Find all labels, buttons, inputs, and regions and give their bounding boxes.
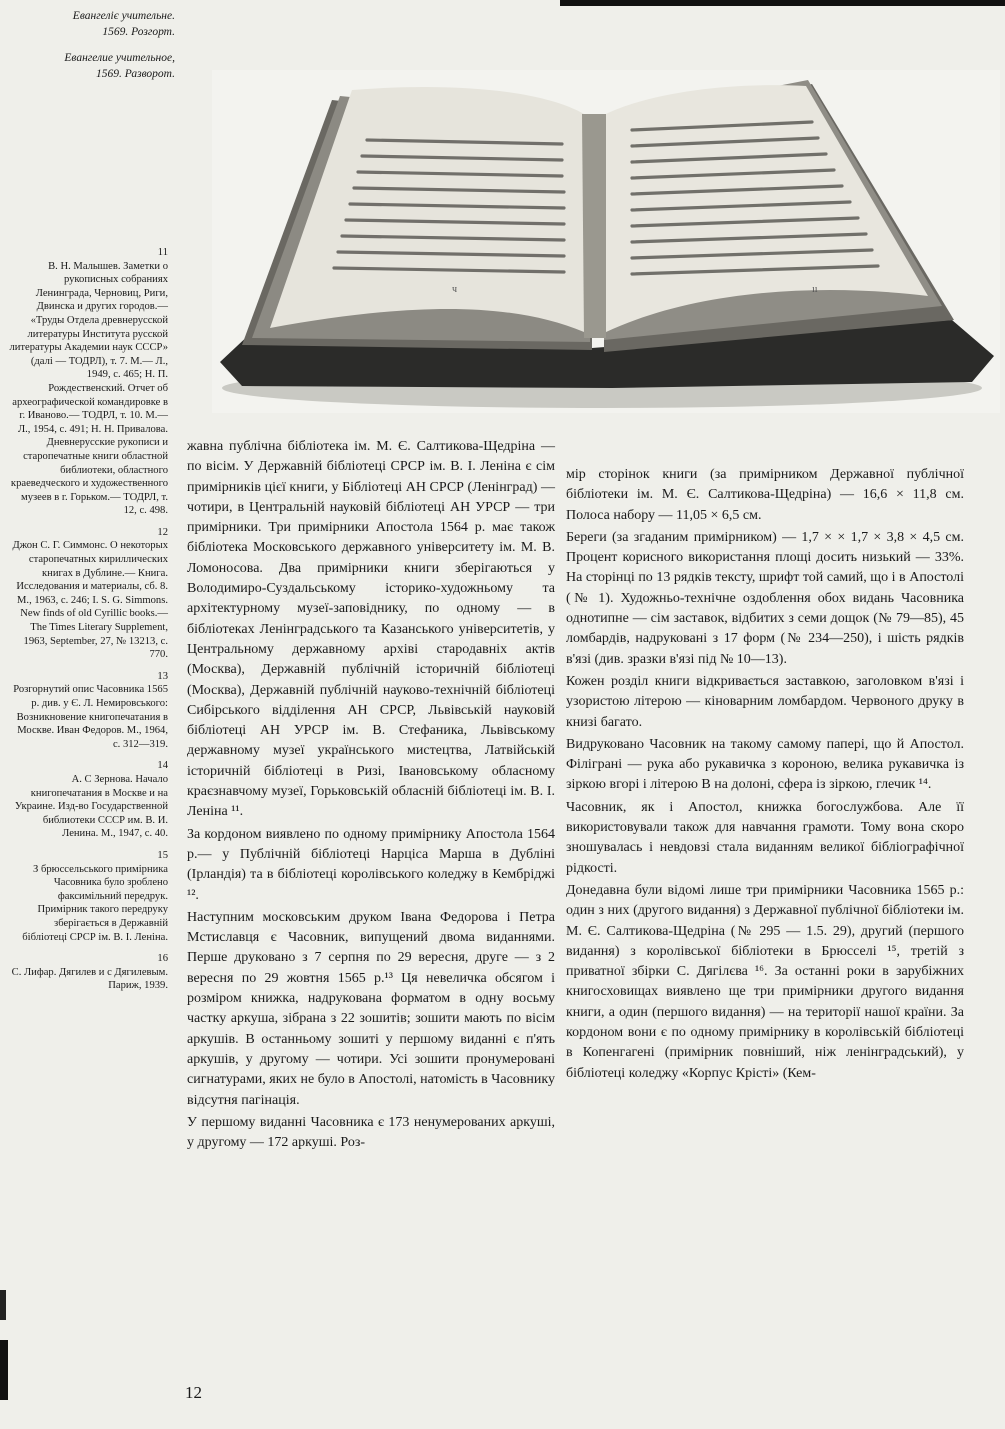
footnote-text: З брюссельського примірника Часовника було зроблено факсимільний передрук. Примірник такого передруку зберігається в Державній бібліотеці СРСР ім. В. І. Леніна. [22,863,168,943]
main-text-column-middle [187,437,555,1153]
paragraph: жавна публічна бібліотека ім. М. Є. Салтикова-Щедріна — по вісім. У Державній бібліотеці СРСР ім. В. І. Леніна є сім примірників цієї книги, у Бібліотеці АН СРСР (Ленінград) — чотири, в Центральній науковій бібліотеці АН УРСР — три примірники. Три примірники Апостола 1564 р. має також бібліотека Московського державного університету ім. М. В. Ломоносова. Два примірники книги зберігаються у Володимиро-Суздальському історико-художньому та архітектурному музеї-заповіднику, по одному — в бібліотеках Ленінградського та Казанського університетів, у Центральному державному архіві стародавніх актів (Москва), Державній публічній історичній бібліотеці (Москва), Державній публічній науково-технічній бібліотеці Сибірського відділення АН СРСР, Львівській науковій бібліотеці АН УРСР ім. В. Стефаника, Львівському державному музеї українського мистецтва, Латвійській історичній бібліотеці в Ризі, Івановському обласному краєзнавчому музеї, Горьковській обласній бібліотеці ім. В. І. Леніна ¹¹. [187,439,555,820]
footnotes-column [8,246,168,1001]
book-photo [212,70,1000,413]
footnote-text: Розгорнутий опис Часовника 1565 р. див. у Є. Л. Немировського: Возникновение книгопечатания в Москве. Иван Федоров. М., 1964, с. 312—319. [13,684,168,750]
page-number: 12 [185,1383,202,1402]
left-page-mark: ч [452,284,458,295]
footnote [8,759,168,841]
footnote [8,849,168,944]
footnote [8,670,168,752]
caption-line: Евангеліє учительне. [72,10,175,22]
top-edge-bar [560,0,1005,6]
left-edge-bar [0,1340,8,1400]
footnote-text: Джон С. Г. Симмонс. О некоторых старопечатных кириллических книгах в Дублине.— Книга. Исследования и материалы, сб. 8. М., 1963, с. 246; I. S. G. Simmons. New finds of old Cyrillic books.— The Times Literary Supplement, 1963, September, 27, № 13213, с. 770. [12,540,168,661]
left-edge-mark [0,1290,6,1320]
footnote [8,952,168,993]
paragraph: Видруковано Часовник на такому самому папері, що й Апостол. Філіграні — рука або рукавичка з короною, велика рукавичка із зіркою вгорі і літерою В на долоні, сфера із зіркою, глечик ¹⁴. [566,736,964,793]
footnote-number: 13 [157,670,168,682]
paragraph: У першому виданні Часовника є 173 ненумерованих аркуші, у другому — 172 аркуші. Роз- [187,1114,555,1151]
paragraph: Наступним московським друком Івана Федорова і Петра Мстиславця є Часовник, випущений двома виданнями. Перше друковано з 7 серпня по 29 вересня, друге — з 2 вересня по 29 жовтня 1565 р.¹³ Ця невеличка обсягом і розміром книжка, надрукована форматом в одну восьму частку аркуша, зібрана з 22 зошитів; зошити мають по вісім аркушів. В останньому зошиті у першому виданні є п'ять аркушів, у другому — чотири. Усі зошити пронумеровані сигнатурами, яких не було в Апостолі, натомість в Часовнику відсутня пагінація. [187,909,555,1108]
paragraph: Кожен розділ книги відкривається заставкою, заголовком в'язі і узористою літерою — кіноварним ломбардом. Червоного друку в книзі багато. [566,673,964,730]
paragraph: За кордоном виявлено по одному примірнику Апостола 1564 р.— у Публічній бібліотеці Нарціса Марша в Дубліні (Ірландія) та в бібліотеці королівського коледжу в Кембріджі ¹². [187,826,555,903]
footnote-text: С. Лифар. Дягилев и с Дягилевым. Париж, 1939. [11,966,168,992]
paragraph: Донедавна були відомі лише три примірники Часовника 1565 р.: один з них (другого видання) з Державної публічної бібліотеки ім. М. Є. Салтикова-Щедріна (№ 295 — 1.5. 29), другий (першого видання) з королівської бібліотеки в Брюсселі ¹⁵, третій з приватної збірки С. Дягілєва ¹⁶. За останні роки в зарубіжних книгосховищах виявлено ще три примірники другого видання книги, а один (першого видання) — на території нашої країни. За кордоном вони є по одному примірнику в королівській бібліотеці в Копенгагені (примірник повніший, ніж ленінградський), у бібліотеці коледжу «Корпус Крісті» (Кем- [566,882,964,1081]
caption-line: 1569. Розгорт. [102,26,175,38]
footnote-text: А. С Зернова. Начало книгопечатания в Москве и на Украине. Изд-во Государственной библиотеки СССР им. В. И. Ленина. М., 1947, с. 40. [14,773,168,840]
footnote-number: 12 [157,526,168,538]
paragraph: Береги (за згаданим примірником) — 1,7 × × 1,7 × 3,8 × 4,5 см. Процент корисного використання площі досить низький — 33%. На сторінці по 13 рядків тексту, шрифт той самий, що і в Апостолі (№ 1). Художньо-технічне оздоблення обох видань Часовника однотипне — сім заставок, відбитих з семи дощок (№ 79—85), 45 ломбардів, надруковані з 17 форм (№ 234—250), і шість рядків в'язі (див. зразки в'язі під № 10—13). [566,529,964,667]
footnote-number: 11 [157,247,168,258]
right-page-mark: ıı [812,284,818,295]
footnote-number: 14 [157,760,168,772]
footnote [8,526,168,662]
caption-russian [5,50,175,82]
paragraph: мір сторінок книги (за примірником Державної публічної бібліотеки ім. М. Є. Салтикова-Щедріна) — 16,6 × 11,8 см. Полоса набору — 11,05 × 6,5 см. [566,467,964,523]
caption-line: Евангелие учительное, [64,52,175,64]
open-book-illustration [212,70,1000,413]
footnote-number: 16 [157,953,168,965]
footnote-text: В. Н. Малышев. Заметки о рукописных собраниях Ленинграда, Черновиц, Риги, Двинска и других городов.— «Труды Отдела древнерусской литературы Института русской литературы Академии наук СССР» (далі — ТОДРЛ), т. 7. М.— Л., 1949, с. 465; Н. П. Рождественский. Отчет об археографической командировке в г. Иваново.— ТОДРЛ, т. 10. М.— Л., 1954, с. 491; Н. Н. Привалова. Дневнерусские рукописи и старопечатные книги областной библиотеки, областного краеведческого и художественного музеев в г. Горьком.— ТОДРЛ, т. 12, с. 498. [9,260,168,517]
caption-ukrainian [5,8,175,40]
main-text-column-right [566,465,964,1084]
footnote-number: 15 [157,849,168,861]
footnote [8,246,168,518]
paragraph: Часовник, як і Апостол, книжка богослужбова. Але її використовували також для навчання грамоти. Тому вона скоро зношувалась і невдовзі стала виданням великої бібліографічної рідкості. [566,799,964,876]
caption-line: 1569. Разворот. [96,68,175,80]
